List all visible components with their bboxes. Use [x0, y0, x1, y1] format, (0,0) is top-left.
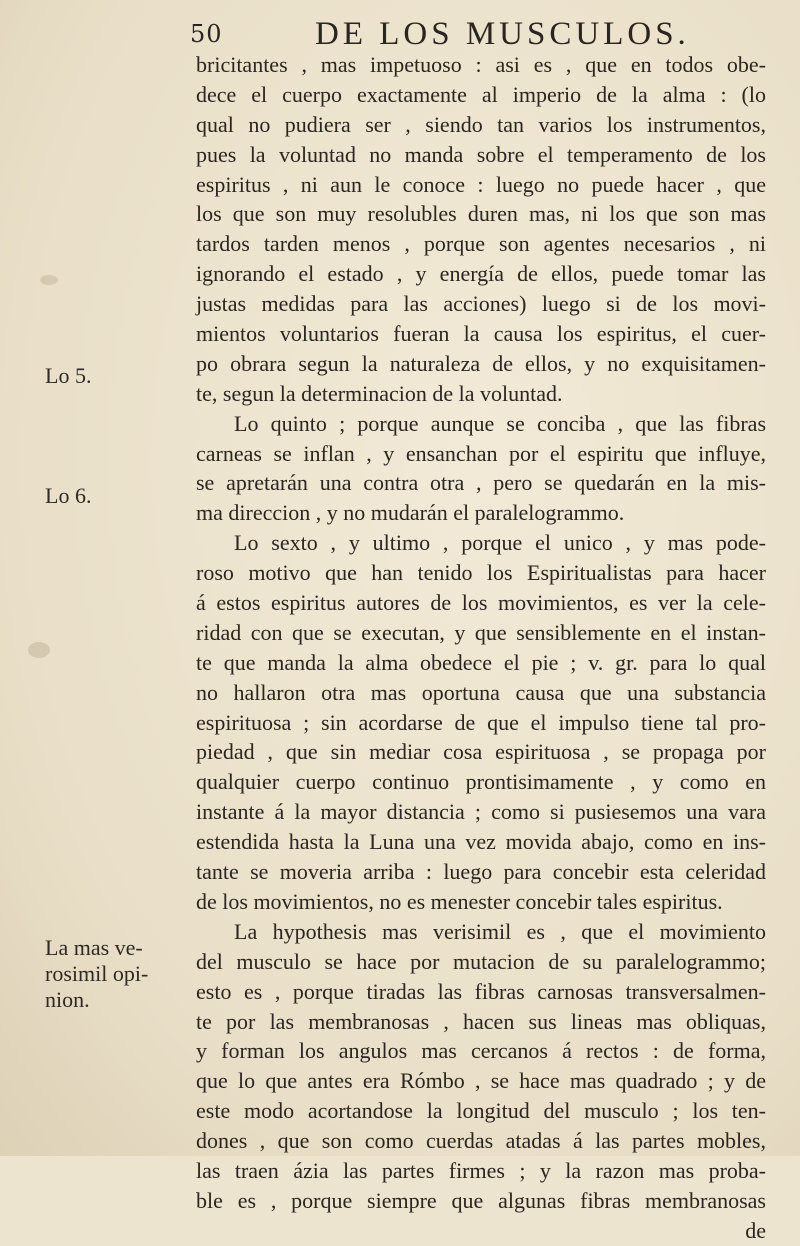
text-line: del musculo se hace por mutacion de su paralelogrammo; — [196, 948, 766, 974]
page-header — [190, 14, 750, 54]
ink-smudge — [28, 642, 50, 658]
text-line: te, segun la determinacion de la voluntad. — [196, 380, 563, 406]
text-line: bricitantes , mas impetuoso : asi es , que en todos obe- — [196, 52, 766, 77]
text-line: ble es , porque siempre que algunas fibras membranosas — [196, 1187, 766, 1213]
margin-note-6 — [45, 483, 185, 509]
text-line: roso motivo que han tenido los Espiritualistas para hacer — [196, 560, 766, 586]
text-line: Lo sexto , y ultimo , porque el unico , y mas pode- — [234, 530, 766, 556]
text-line: Lo quinto ; porque aunque se conciba , que las fibras — [234, 410, 766, 436]
text-line: pues la voluntad no manda sobre el temperamento de los — [196, 141, 766, 167]
margin-note-line: Lo 6. — [45, 483, 92, 508]
margin-note-opinion — [45, 935, 185, 1013]
text-line: ignorando el estado , y energía de ellos, puede tomar las — [196, 261, 766, 287]
text-line: tante se moveria arriba : luego para concebir esta celeridad — [196, 859, 766, 885]
text-line: que lo que antes era Rómbo , se hace mas quadrado ; y de — [196, 1068, 766, 1094]
running-title: DE LOS MUSCULOS. — [315, 16, 690, 52]
text-line: á estos espiritus autores de los movimientos, es ver la cele- — [196, 590, 766, 616]
margin-note-line: La mas ve- — [45, 935, 143, 960]
text-line: qual no pudiera ser , siendo tan varios los instrumentos, — [196, 111, 766, 137]
text-line: justas medidas para las acciones) luego si de los movi- — [196, 291, 766, 317]
text-line: se apretarán una contra otra , pero se quedarán en la mis- — [196, 470, 766, 496]
text-line: este modo acortandose la longitud del musculo ; los ten- — [196, 1098, 766, 1124]
text-line: las traen ázia las partes firmes ; y la razon mas proba- — [196, 1157, 766, 1183]
text-line: de los movimientos, no es menester concebir tales espiritus. — [196, 888, 723, 914]
body-text — [196, 50, 766, 1246]
text-line: dece el cuerpo exactamente al imperio de la alma : (lo — [196, 81, 766, 107]
page-number: 50 — [190, 20, 223, 48]
text-line: estendida hasta la Luna una vez movida abajo, como en ins- — [196, 829, 766, 855]
text-line: La hypothesis mas verisimil es , que el movimiento — [234, 918, 766, 944]
catchword: de — [745, 1217, 766, 1243]
text-line: te por las membranosas , hacen sus lineas mas obliquas, — [196, 1008, 766, 1034]
text-line: ridad con que se executan, y que sensiblemente en el instan- — [196, 619, 766, 645]
text-line: carneas se inflan , y ensanchan por el espiritu que influye, — [196, 440, 766, 466]
ink-smudge — [40, 275, 58, 285]
text-line: los que son muy resolubles duren mas, ni los que son mas — [196, 201, 766, 227]
margin-note-line: rosimil opi- — [45, 961, 149, 986]
text-line: no hallaron otra mas oportuna causa que una substancia — [196, 679, 766, 705]
text-line: espirituosa ; sin acordarse de que el impulso tiene tal pro- — [196, 709, 766, 735]
text-line: instante á la mayor distancia ; como si pusiesemos una vara — [196, 799, 766, 825]
text-line: y forman los angulos mas cercanos á rectos : de forma, — [196, 1038, 766, 1064]
text-line: te que manda la alma obedece el pie ; v. gr. para lo qual — [196, 649, 766, 675]
text-line: qualquier cuerpo continuo prontisimamente , y como en — [196, 769, 766, 795]
margin-note-5 — [45, 363, 185, 389]
text-line: piedad , que sin mediar cosa espirituosa , se propaga por — [196, 739, 766, 765]
text-line: espiritus , ni aun le conoce : luego no puede hacer , que — [196, 171, 766, 197]
text-line: mientos voluntarios fueran la causa los espiritus, el cuer- — [196, 321, 766, 347]
text-line: ma direccion , y no mudarán el paralelogrammo. — [196, 500, 625, 526]
text-line: tardos tarden menos , porque son agentes necesarios , ni — [196, 231, 766, 257]
text-line: po obrara segun la naturaleza de ellos, y no exquisitamen- — [196, 350, 766, 376]
margin-note-line: Lo 5. — [45, 363, 92, 388]
margin-note-line: nion. — [45, 987, 90, 1012]
text-line: esto es , porque tiradas las fibras carnosas transversalmen- — [196, 978, 766, 1004]
text-line: dones , que son como cuerdas atadas á las partes mobles, — [196, 1128, 766, 1154]
